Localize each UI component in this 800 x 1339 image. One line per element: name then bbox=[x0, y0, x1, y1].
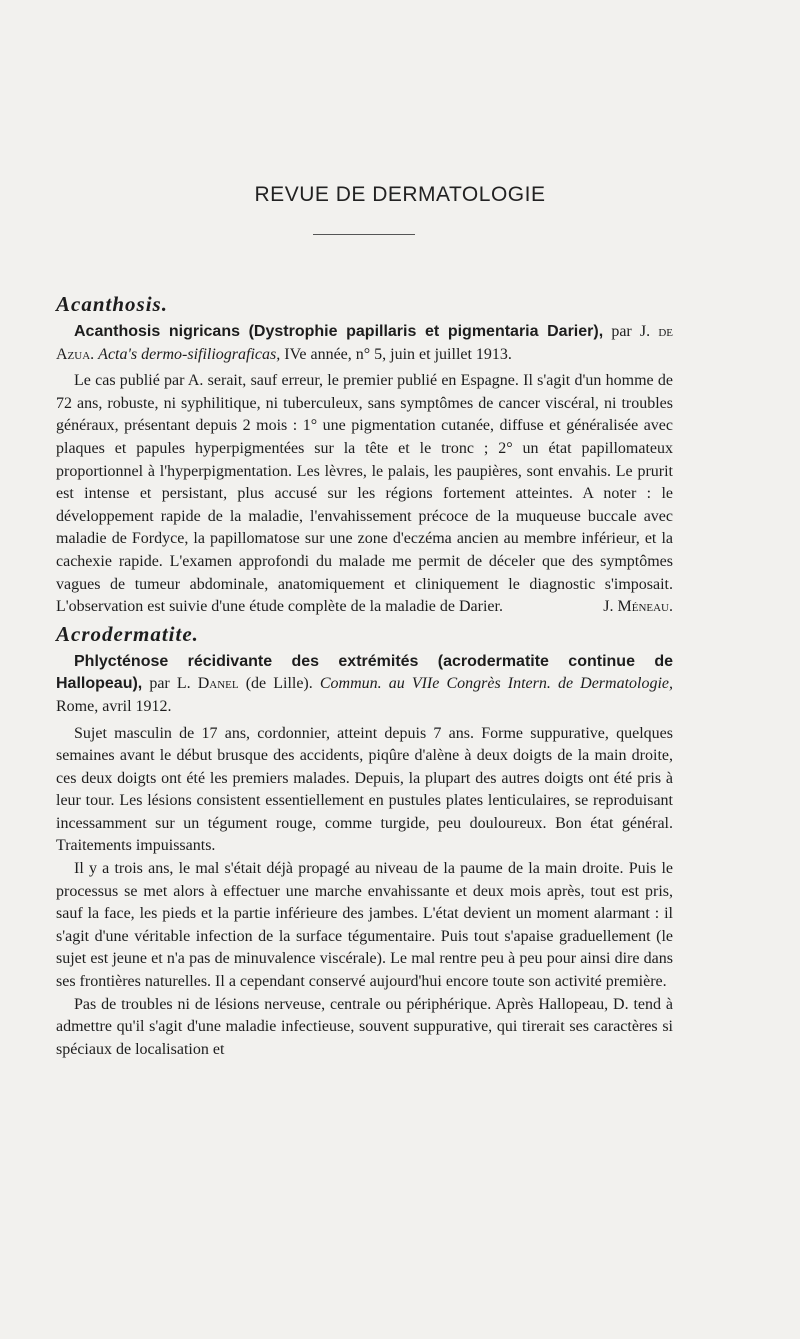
reference-place: (de Lille). bbox=[245, 675, 313, 693]
signature: J. Méneau. bbox=[603, 598, 673, 616]
paragraph-acanthosis-1 bbox=[56, 370, 673, 619]
section-heading-acanthosis: Acanthosis. bbox=[56, 292, 168, 316]
reference-title: Phlycténose récidivante des extrémités (acrodermatite continue de Hallopeau), bbox=[56, 652, 673, 693]
paragraph-acrodermatite-1: Sujet masculin de 17 ans, cordonnier, atteint depuis 7 ans. Forme suppurative, quelques semaines avant le début brusque des accidents, piqûre d'alène à deux doigts de la main droite, ces deux doigts ont été les premiers malades. Depuis, la plupart des autres doigts ont été pris à leur tour. Les lésions consistent essentiellement en pustules plates lenticulaires, se reproduisant incessamment sur un tégument rouge, comme turgide, peu douloureux. Bon état général. Traitements impuissants. bbox=[56, 724, 673, 855]
page-title: REVUE DE DERMATOLOGIE bbox=[254, 183, 546, 206]
reference-by: par J. bbox=[611, 323, 651, 340]
reference-author: de Azua. bbox=[56, 323, 673, 363]
reference-acanthosis bbox=[56, 321, 673, 366]
reference-title: Acanthosis nigricans (Dystrophie papillaris et pigmentaria Darier), bbox=[74, 323, 604, 340]
reference-author: Danel bbox=[197, 675, 239, 693]
reference-details: IVe année, n° 5, juin et juillet 1913. bbox=[284, 345, 512, 363]
paragraph-acrodermatite-2: Il y a trois ans, le mal s'était déjà propagé au niveau de la paume de la main droite. Puis le processus se met alors à effectuer une marche envahissante et deux mois après, tout est pris, sauf la face, les pieds et la partie inférieure des jambes. L'état devient un moment alarmant : il s'agit d'une véritable infection de la surface tégumentaire. Puis tout s'apaise graduellement (le sujet est jeune et n'a pas de minuvalence viscérale). Le mal rentre peu à peu pour ainsi dire dans ses frontières naturelles. Il a cependant conservé aujourd'hui encore toute son activité première. bbox=[56, 860, 673, 991]
reference-by: par L. bbox=[149, 675, 191, 693]
reference-journal: Commun. au VIIe Congrès Intern. de Dermatologie, bbox=[319, 675, 674, 693]
reference-journal: Acta's dermo-sifiliograficas, bbox=[98, 345, 281, 363]
section-heading-acrodermatite: Acrodermatite. bbox=[56, 621, 199, 646]
title-rule bbox=[313, 234, 415, 235]
paragraph-acrodermatite-3: Pas de troubles ni de lésions nerveuse, centrale ou périphérique. Après Hallopeau, D. tend à admettre qu'il s'agit d'une maladie infectieuse, souvent suppurative, qui tirerait ses caractères si spéciaux de localisation et bbox=[56, 995, 673, 1058]
paragraph-text: Le cas publié par A. serait, sauf erreur, le premier publié en Espagne. Il s'agit d'un homme de 72 ans, robuste, ni syphilitique, ni tuberculeux, sans symptômes de cancer viscéral, ni troubles généraux, présentant depuis 2 mois : 1° une pigmentation cutanée, diffuse et généralisée avec plaques et papules hyperpigmentées sur la tête et le tronc ; 2° un état papillomateux proportionnel à l'hyperpigmentation. Les lèvres, le palais, les paupières, sont envahis. Le prurit est intense et persistant, plus accusé sur les régions fortement atteintes. A noter : le développement rapide de la maladie, l'envahissement précoce de la muqueuse buccale avec maladie de Fordyce, la papillomatose sur une zone d'eczéma ancien au membre inférieur, et la cachexie rapide. L'examen approfondi du malade me permit de déceler que des symptômes vagues de tumeur abdominale, anatomiquement et cliniquement le diagnostic s'imposait. L'observation est suivie d'une étude complète de la maladie de Darier. bbox=[56, 372, 673, 616]
reference-details: Rome, avril 1912. bbox=[56, 697, 172, 715]
article-body bbox=[56, 292, 673, 1061]
reference-acrodermatite bbox=[56, 651, 673, 719]
